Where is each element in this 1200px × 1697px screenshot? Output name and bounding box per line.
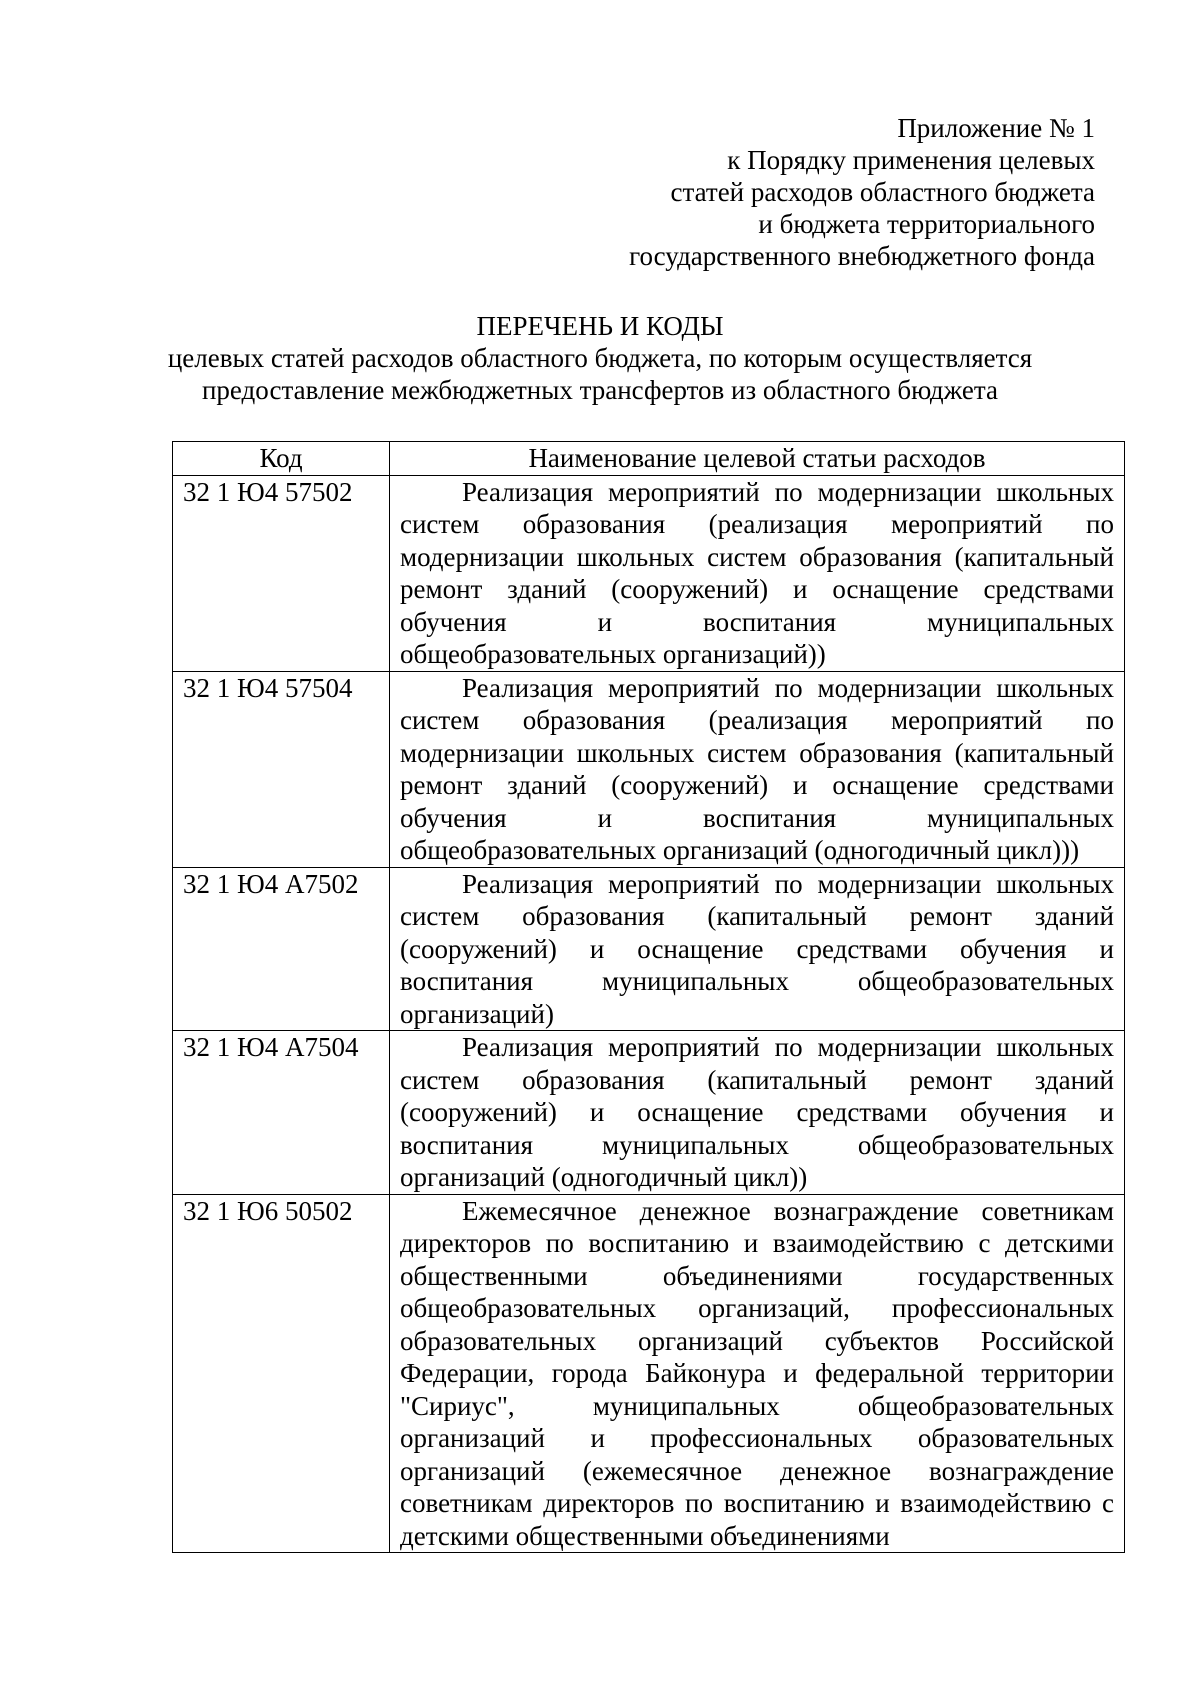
code-cell: 32 1 Ю4 А7502 <box>173 867 390 1031</box>
target-articles-table <box>172 441 1125 1553</box>
document-title: ПЕРЕЧЕНЬ И КОДЫ <box>476 311 724 341</box>
code-cell: 32 1 Ю4 57504 <box>173 671 390 867</box>
appendix-line: к Порядку применения целевых <box>727 145 1095 175</box>
appendix-line: государственного внебюджетного фонда <box>629 241 1095 271</box>
code-cell: 32 1 Ю4 57502 <box>173 475 390 671</box>
code-cell: 32 1 Ю6 50502 <box>173 1194 390 1553</box>
code-cell: 32 1 Ю4 А7504 <box>173 1031 390 1195</box>
name-cell: Реализация мероприятий по модернизации школьных систем образования (капитальный ремонт зданий (сооружений) и оснащение средствами обучения и воспитания муниципальных общеобразовательных организаций (одногодичный цикл)) <box>390 1031 1125 1195</box>
table-row <box>173 1031 1125 1195</box>
appendix-line: статей расходов областного бюджета <box>670 177 1095 207</box>
appendix-block <box>629 112 1095 272</box>
document-heading <box>0 310 1200 406</box>
appendix-line: Приложение № 1 <box>897 113 1095 143</box>
table-row <box>173 671 1125 867</box>
table-row <box>173 1194 1125 1553</box>
table-row <box>173 475 1125 671</box>
name-cell: Ежемесячное денежное вознаграждение советникам директоров по воспитанию и взаимодействию с детскими общественными объединениями государственных общеобразовательных организаций, профессиональных образовательных организаций субъектов Российской Федерации, города Байконура и федеральной территории "Сириус", муниципальных общеобразовательных организаций и профессиональных образовательных организаций (ежемесячное денежное вознаграждение советникам директоров по воспитанию и взаимодействию с детскими общественными объединениями <box>390 1194 1125 1553</box>
name-cell: Реализация мероприятий по модернизации школьных систем образования (реализация мероприятий по модернизации школьных систем образования (капитальный ремонт зданий (сооружений) и оснащение средствами обучения и воспитания муниципальных общеобразовательных организаций)) <box>390 475 1125 671</box>
column-header-code: Код <box>173 442 390 476</box>
name-cell: Реализация мероприятий по модернизации школьных систем образования (реализация мероприятий по модернизации школьных систем образования (капитальный ремонт зданий (сооружений) и оснащение средствами обучения и воспитания муниципальных общеобразовательных организаций (одногодичный цикл))) <box>390 671 1125 867</box>
table-header-row <box>173 442 1125 476</box>
name-cell: Реализация мероприятий по модернизации школьных систем образования (капитальный ремонт зданий (сооружений) и оснащение средствами обучения и воспитания муниципальных общеобразовательных организаций) <box>390 867 1125 1031</box>
column-header-name: Наименование целевой статьи расходов <box>390 442 1125 476</box>
table-row <box>173 867 1125 1031</box>
document-subtitle-line: предоставление межбюджетных трансфертов из областного бюджета <box>201 375 998 405</box>
appendix-line: и бюджета территориального <box>758 209 1095 239</box>
document-subtitle-line: целевых статей расходов областного бюджета, по которым осуществляется <box>167 343 1033 373</box>
